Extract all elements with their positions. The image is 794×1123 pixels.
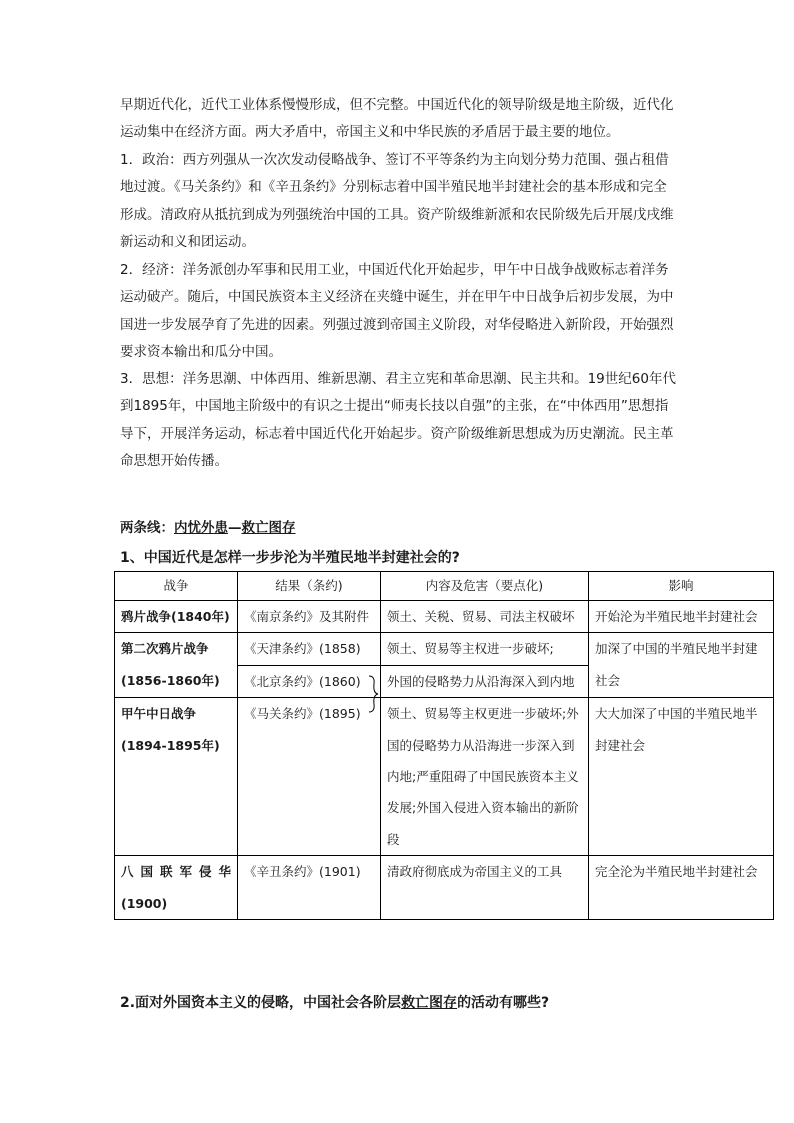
war-cell: 第二次鸦片战争 xyxy=(115,633,238,665)
two-lines-heading xyxy=(120,516,296,536)
content-cell: 领土、关税、贸易、司法主权破坏 xyxy=(381,601,589,633)
header-impact: 影响 xyxy=(589,572,774,601)
content-cell: 领土、贸易等主权更进一步破坏;外国的侵略势力从沿海进一步深入到内地;严重阻碍了中国民族资本主义发展;外国入侵进入资本输出的新阶段 xyxy=(381,698,589,856)
curly-brace-icon xyxy=(367,674,379,714)
war-years: (1900) xyxy=(121,895,168,911)
content-cell: 领土、贸易等主权进一步破坏; xyxy=(381,633,589,665)
war-cell xyxy=(115,698,238,856)
war-cell xyxy=(115,856,238,920)
table-row xyxy=(115,601,774,633)
question-2 xyxy=(120,992,549,1012)
header-treaty: 结果（条约) xyxy=(238,572,381,601)
table-header-row xyxy=(115,572,774,601)
two-lines-prefix: 两条线： xyxy=(120,520,174,536)
header-war: 战争 xyxy=(115,572,238,601)
question-2-underlined: 救亡图存 xyxy=(401,995,458,1011)
intro-paragraph: 早期近代化，近代工业体系慢慢形成，但不完整。中国近代化的领导阶级是地主阶级，近代化运动集中在经济方面。两大矛盾中，帝国主义和中华民族的矛盾居于最主要的地位。 xyxy=(120,97,674,141)
table-row xyxy=(115,856,774,920)
treaty-cell: 《辛丑条约》(1901) xyxy=(238,856,381,920)
impact-cell: 开始沦为半殖民地半封建社会 xyxy=(589,601,774,633)
two-lines-part1: 内忧外患 xyxy=(174,520,228,536)
content-cell: 外国的侵略势力从沿海深入到内地 xyxy=(381,665,589,697)
politics-paragraph: 1．政治：西方列强从一次次发动侵略战争、签订不平等条约为主向划分势力范围、强占租借地过渡。《马关条约》和《辛丑条约》分别标志着中国半殖民地半封建社会的基本形成和完全形成。清政府从抵抗到成为列强统治中国的工具。资产阶级维新派和农民阶级先后开展戊戌维新运动和义和团运动。 xyxy=(120,152,674,250)
economy-paragraph: 2．经济：洋务派创办军事和民用工业，中国近代化开始起步，甲午中日战争战败标志着洋务运动破产。随后，中国民族资本主义经济在夹缝中诞生，并在甲午中日战争后初步发展，为中国进一步发展孕育了先进的因素。列强过渡到帝国主义阶段，对华侵略进入新阶段，开始强烈要求资本输出和瓜分中国。 xyxy=(120,262,674,360)
treaty-cell: 《南京条约》及其附件 xyxy=(238,601,381,633)
war-name: 甲午中日战争 xyxy=(121,706,197,722)
war-treaty-table xyxy=(114,571,774,920)
war-years: (1894-1895年) xyxy=(121,737,220,753)
impact-cell: 完全沦为半殖民地半封建社会 xyxy=(589,856,774,920)
treaty-cell: 《马关条约》(1895) xyxy=(238,698,381,856)
content-cell: 清政府彻底成为帝国主义的工具 xyxy=(381,856,589,920)
treaty-cell: 《天津条约》(1858) xyxy=(238,633,381,665)
war-cell: 鸦片战争(1840年) xyxy=(115,601,238,633)
header-content: 内容及危害（要点化) xyxy=(381,572,589,601)
question-1: 1、中国近代是怎样一步步沦为半殖民地半封建社会的? xyxy=(120,550,460,566)
war-cell: (1856-1860年) xyxy=(115,665,238,697)
impact-cell: 加深了中国的半殖民地半封建社会 xyxy=(589,633,774,698)
question-2-prefix: 2.面对外国资本主义的侵略，中国社会各阶层 xyxy=(120,995,402,1011)
impact-cell: 大大加深了中国的半殖民地半封建社会 xyxy=(589,698,774,856)
thought-paragraph: 3．思想：洋务思潮、中体西用、维新思潮、君主立宪和革命思潮、民主共和。19世纪60年代到1895年，中国地主阶级中的有识之士提出“师夷长技以自强”的主张，在“中体西用”思想指导下，开展洋务运动，标志着中国近代化开始起步。资产阶级维新思想成为历史潮流。民主革命思想开始传播。 xyxy=(120,371,676,469)
table-row xyxy=(115,633,774,665)
two-lines-part2: 救亡图存 xyxy=(241,520,296,536)
table-row xyxy=(115,698,774,856)
war-name: 八国联军侵华 xyxy=(121,864,231,880)
question-2-suffix: 的活动有哪些? xyxy=(457,995,550,1011)
treaty-cell: 《北京条约》(1860) xyxy=(238,665,381,697)
two-lines-dash: — xyxy=(228,520,242,536)
